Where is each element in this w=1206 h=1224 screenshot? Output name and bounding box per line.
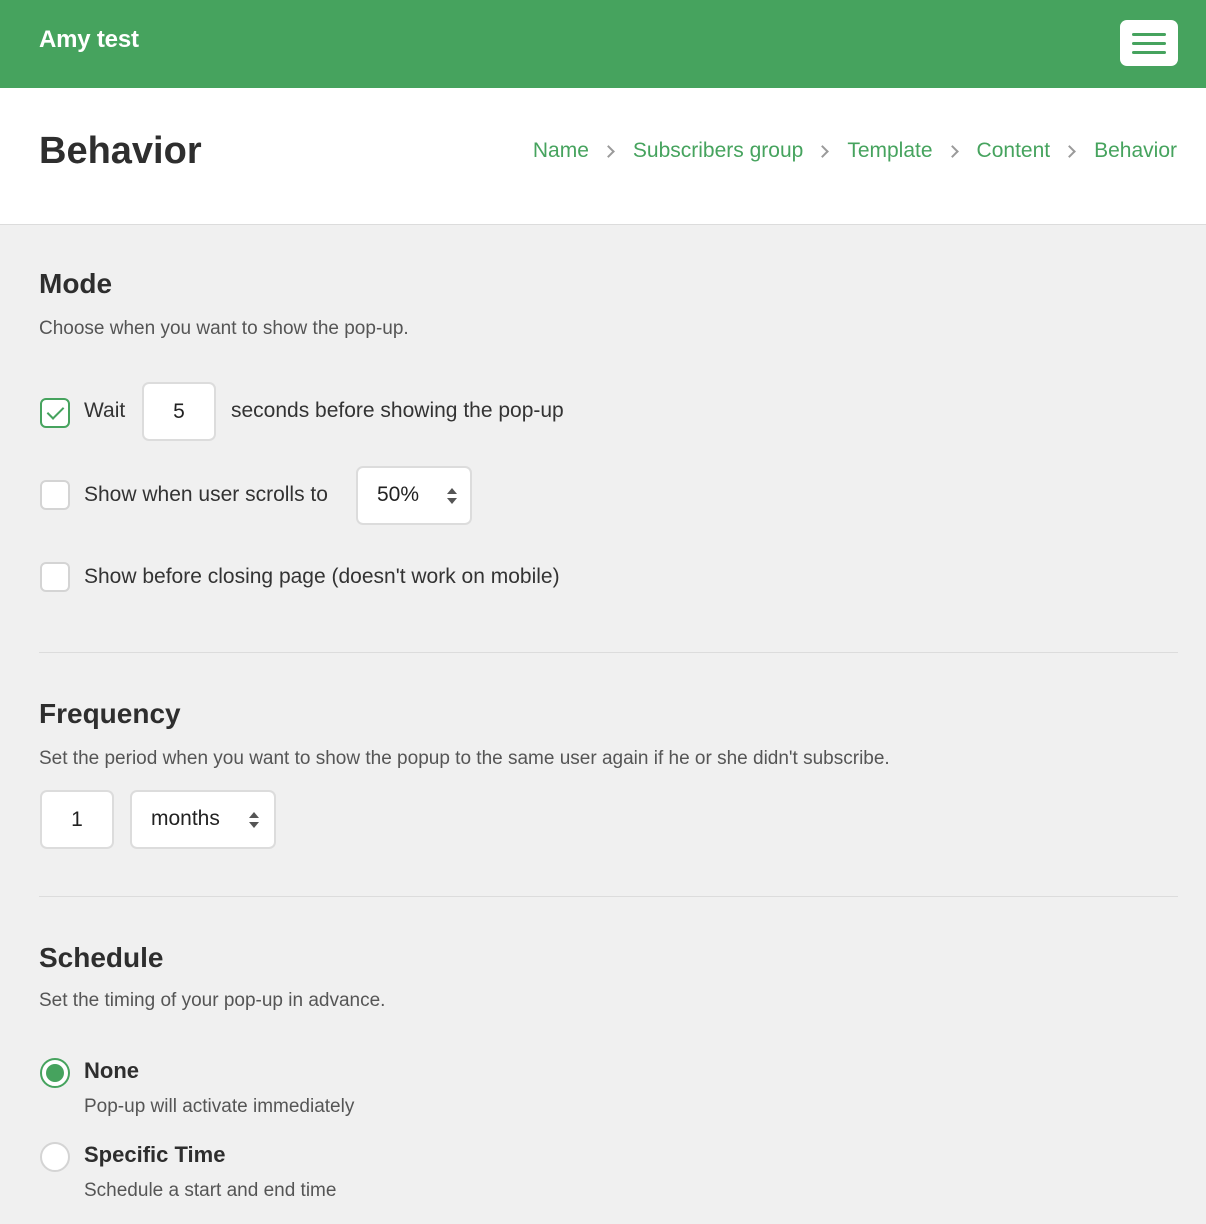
app-title: Amy test [39, 26, 139, 53]
frequency-section-description: Set the period when you want to show the popup to the same user again if he or she didn't subscribe. [39, 748, 890, 769]
exit-intent-label: Show before closing page (doesn't work on mobile) [84, 565, 560, 588]
page-title: Behavior [39, 130, 202, 172]
schedule-none-subtitle: Pop-up will activate immediately [84, 1096, 355, 1117]
scroll-label: Show when user scrolls to [84, 483, 328, 506]
exit-intent-checkbox[interactable] [40, 562, 70, 592]
checkmark-icon [47, 402, 65, 420]
radio-selected-dot [46, 1064, 64, 1082]
schedule-section-title: Schedule [39, 942, 164, 973]
hamburger-menu-button[interactable] [1120, 20, 1178, 66]
schedule-specific-time-radio[interactable] [40, 1142, 70, 1172]
wait-checkbox[interactable] [40, 398, 70, 428]
breadcrumb [533, 139, 1177, 163]
chevron-right-icon [602, 145, 615, 158]
wait-seconds-label: seconds before showing the pop-up [231, 399, 564, 422]
breadcrumb-template[interactable]: Template [847, 139, 933, 162]
mode-section-title: Mode [39, 268, 113, 299]
page-header [0, 88, 1206, 225]
schedule-section-description: Set the timing of your pop-up in advance. [39, 990, 386, 1011]
top-bar [0, 0, 1206, 88]
wait-label: Wait [84, 399, 126, 422]
wait-seconds-input[interactable]: 5 [142, 382, 216, 441]
breadcrumb-behavior[interactable]: Behavior [1094, 139, 1177, 162]
chevron-right-icon [816, 145, 829, 158]
frequency-unit-value: months [151, 807, 220, 830]
frequency-unit-select[interactable] [130, 790, 276, 849]
scroll-percent-value: 50% [377, 483, 420, 506]
breadcrumb-name[interactable]: Name [532, 139, 589, 162]
mode-section-description: Choose when you want to show the pop-up. [39, 318, 409, 339]
select-arrows-icon [249, 812, 259, 830]
schedule-none-title: None [84, 1058, 139, 1083]
frequency-section-title: Frequency [39, 698, 181, 729]
section-divider [39, 896, 1178, 897]
scroll-percent-select[interactable] [356, 466, 472, 525]
section-divider [39, 652, 1178, 653]
breadcrumb-content[interactable]: Content [976, 139, 1051, 162]
select-arrows-icon [447, 488, 457, 506]
chevron-right-icon [1063, 145, 1076, 158]
scroll-checkbox[interactable] [40, 480, 70, 510]
schedule-specific-time-subtitle: Schedule a start and end time [84, 1180, 337, 1201]
chevron-right-icon [946, 145, 959, 158]
breadcrumb-subscribers-group[interactable]: Subscribers group [632, 139, 804, 162]
schedule-none-radio[interactable] [40, 1058, 70, 1088]
frequency-value-input[interactable]: 1 [40, 790, 114, 849]
schedule-specific-time-title: Specific Time [84, 1142, 226, 1167]
